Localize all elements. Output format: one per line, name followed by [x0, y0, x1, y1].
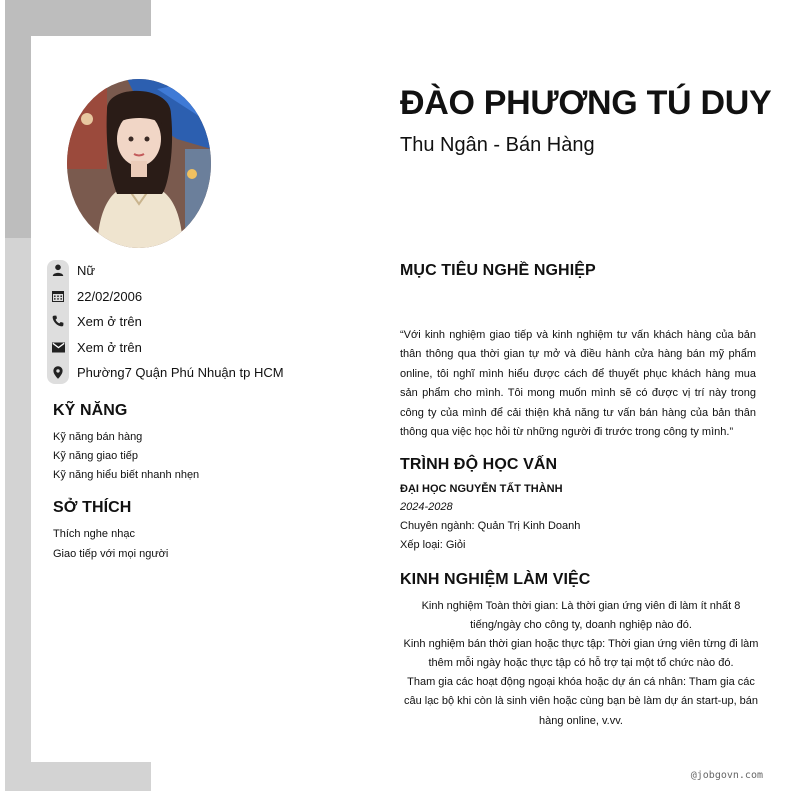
skill-item: Kỹ năng giao tiếp	[53, 450, 139, 462]
objective-title: MỤC TIÊU NGHỀ NGHIỆP	[400, 262, 596, 279]
person-icon	[47, 259, 69, 281]
calendar-icon	[47, 285, 69, 307]
email-text: Xem ở trên	[77, 339, 142, 355]
job-title: Thu Ngân - Bán Hàng	[400, 134, 595, 156]
avatar	[67, 79, 211, 248]
skill-item: Kỹ năng bán hàng	[53, 431, 143, 443]
contact-address	[47, 361, 284, 383]
birthday-text: 22/02/2006	[77, 288, 143, 304]
envelope-icon	[47, 336, 69, 358]
contact-email	[47, 336, 142, 358]
experience-item: Tham gia các hoạt động ngoại khóa hoặc dự án cá nhân: Tham gia các câu lạc bộ khi còn là sinh viên hoặc cùng bạn bè làm dự án start-up, bán hàng online, v.vv.	[403, 676, 759, 727]
skills-title: KỸ NĂNG	[53, 402, 128, 419]
skill-item: Kỹ năng hiểu biết nhanh nhẹn	[53, 469, 200, 481]
education-school: ĐẠI HỌC NGUYỄN TẤT THÀNH	[400, 483, 563, 495]
hobbies-title: SỞ THÍCH	[53, 499, 132, 516]
portrait-photo-icon	[67, 79, 211, 248]
watermark: @jobgovn.com	[690, 770, 763, 781]
education-title: TRÌNH ĐỘ HỌC VẤN	[400, 456, 558, 473]
contact-birthday	[47, 285, 142, 307]
candidate-name: ĐÀO PHƯƠNG TÚ DUY	[400, 84, 772, 122]
contact-gender	[47, 259, 95, 281]
education-years: 2024-2028	[400, 501, 453, 513]
gender-text: Nữ	[77, 262, 96, 278]
experience-item: Kinh nghiệm Toàn thời gian: Là thời gian ứng viên đi làm ít nhất 8 tiếng/ngày cho công ty, doanh nghiệp nào đó.	[421, 600, 741, 632]
experience-item: Kinh nghiệm bán thời gian hoặc thực tập: Thời gian ứng viên từng đi làm thêm mỗi ngày hoặc thực tập có hỗ trợ tại một tổ chức nào đó.	[403, 638, 759, 670]
education-grade: Xếp loại: Giỏi	[400, 539, 466, 551]
address-text: Phường7 Quận Phú Nhuận tp HCM	[77, 364, 284, 380]
contact-phone	[47, 310, 142, 332]
phone-icon	[47, 310, 69, 332]
decor-block-bottom	[5, 762, 151, 791]
phone-text: Xem ở trên	[77, 313, 142, 329]
objective-text: “Với kinh nghiệm giao tiếp và kinh nghiệm tư vấn khách hàng của bản thân thông qua thời gian tự mở và điều hành cửa hàng bán mỹ phẩm online, tôi nghĩ mình hiểu được cách để thuyết phục khách hàng mua sản phẩm cho mình. Tôi mong muốn mình sẽ có được vị trí này trong công ty của mình để cải thiện khả năng tư vấn bán hàng của bản thân thông qua việc học hỏi từ những người đi trước trong công ty mình.”	[400, 329, 756, 439]
hobby-item: Giao tiếp với mọi người	[53, 548, 169, 560]
experience-list	[400, 597, 762, 731]
education-major: Chuyên ngành: Quản Trị Kinh Doanh	[400, 520, 581, 532]
experience-title: KINH NGHIỆM LÀM VIỆC	[400, 571, 591, 588]
location-pin-icon	[47, 361, 69, 383]
hobby-item: Thích nghe nhạc	[53, 528, 135, 540]
